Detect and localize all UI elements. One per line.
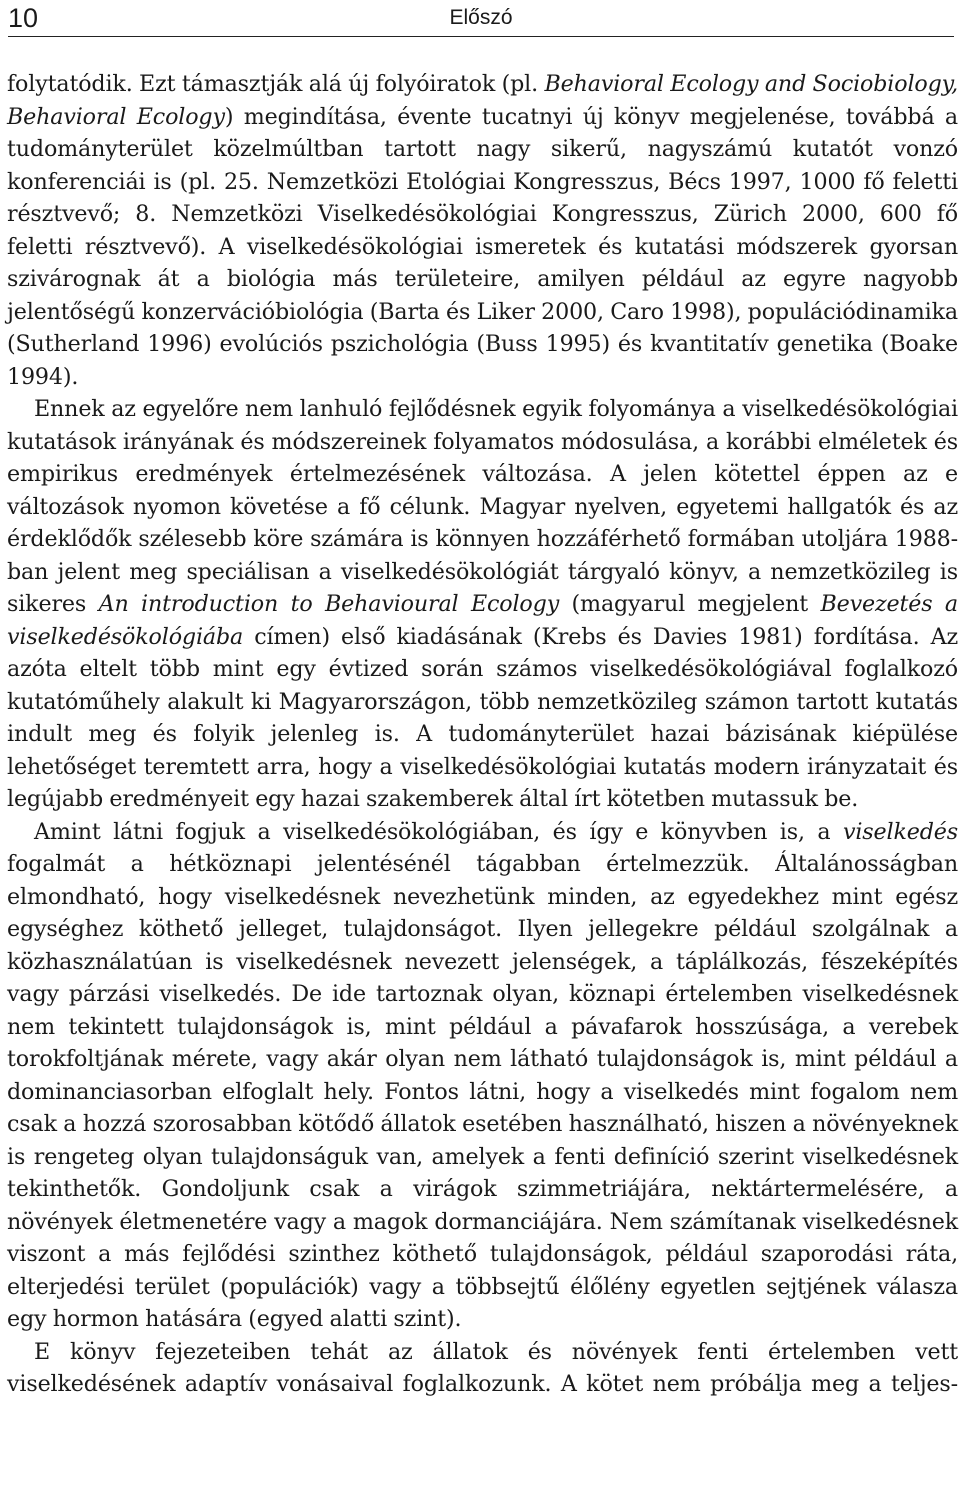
text-run: Amint látni fogjuk a viselkedésökológiában, és így e könyvben is, a: [34, 818, 843, 845]
text-run: címen) első kiadásának (Krebs és Davies 1981) fordítása. Az azóta eltelt több mint egy évtized során számos viselkedésökológiával foglalkozó kutatóműhely alakult ki Magyarországon, több nemzetközileg számon tartott kutatás indult meg és folyik jelenleg is. A tudományterület hazai bázisának kiépülése lehetőséget teremtett arra, hogy a viselkedésökológiai kutatás modern irányzatait és legújabb eredményeit egy hazai szakemberek által írt kötetben mutassuk be.: [7, 623, 958, 812]
paragraph: [7, 68, 958, 393]
page-number: 10: [8, 3, 39, 33]
text-run: ) megindítása, évente tucatnyi új könyv megjelenése, továbbá a tudományterület közelmúltban tartott nagy sikerű, nagyszámú kutatót vonzó konferenciái is (pl. 25. Nemzetközi Etológiai Kongresszus, Bécs 1997, 1000 fő feletti résztvevő; 8. Nemzetközi Viselkedésökológiai Kongresszus, Zürich 2000, 600 fő feletti résztvevő). A viselkedésökológiai ismeretek és kutatási módszerek gyorsan szivárognak át a biológia más területeire, amilyen például az egyre nagyobb jelentőségű konzervációbiológia (Barta és Liker 2000, Caro 1998), populációdinamika (Sutherland 1996) evolúciós pszichológia (Buss 1995) és kvantitatív genetika (Boake 1994).: [7, 103, 958, 390]
journal-titles: Behavioral Ecology and Sociobiology, Behavioral Ecology: [7, 71, 959, 130]
book-title-english: An introduction to Behavioural Ecology: [98, 591, 560, 617]
text-run: E könyv fejezeteiben tehát az állatok és növények fenti értelemben vett viselkedésének adaptív vonásaival foglalkozunk. A kötet nem próbálja meg a teljes-: [7, 1338, 958, 1397]
text-run: Ennek az egyelőre nem lanhuló fejlődésnek egyik folyománya a viselkedésökológiai kutatások irányának és módszereinek folyamatos módosulása, a korábbi elméletek és empirikus eredmények értelmezésének változása. A jelen kötettel éppen az e változások nyomon követése a fő célunk. Magyar nyelven, egyetemi hallgatók és az érdeklődők szélesebb köre számára is könnyen hozzáférhető formában utoljára 1988-ban jelent meg speciálisan a viselkedésökológiát tárgyaló könyv, a nemzetközileg is sikeres: [7, 396, 958, 617]
body-text: [7, 68, 958, 1401]
page-header: [8, 0, 954, 37]
running-head: Előszó: [449, 6, 513, 29]
paragraph: [7, 816, 958, 1336]
text-run: folytatódik. Ezt támasztják alá új folyóiratok (pl.: [7, 71, 545, 97]
paragraph: [7, 1336, 958, 1401]
text-run: (magyarul megjelent: [559, 591, 821, 617]
emphasized-term: viselkedés: [842, 818, 958, 845]
book-title-hungarian: Bevezetés a viselkedésökológiába: [7, 591, 959, 650]
paragraph: [7, 393, 958, 816]
text-run: fogalmát a hétköznapi jelentésénél tágabban értelmezzük. Általánosságban elmondható, hogy viselkedésnek nevezhetünk minden, az egyedekhez mint egész egységhez köthető jelleget, tulajdonságot. Ilyen jellegekre például szolgálnak a közhasználatúan is viselkedésnek nevezett jelenségek, a táplálkozás, fészeképítés vagy párzási viselkedés. De ide tartoznak olyan, köznapi értelemben viselkedésnek nem tekintett tulajdonságok is, mint például a pávafarok hosszúsága, a verebek torokfoltjának mérete, vagy akár olyan nem látható tulajdonságok is, mint például a dominanciasorban elfoglalt hely. Fontos látni, hogy a viselkedés mint fogalom nem csak a hozzá szorosabban kötődő állatok esetében használható, hiszen a növényeknek is rengeteg olyan tulajdonságuk van, amelyek a fenti definíció szerint viselkedésnek tekinthetők. Gondoljunk csak a virágok szimmetriájára, nektártermelésére, a növények életmenetére vagy a magok dormanciájára. Nem számítanak viselkedésnek viszont a más fejlődési szinthez köthető tulajdonságok, például szaporodási ráta, elterjedési terület (populációk) vagy a többsejtű élőlény egyetlen sejtjének válasza egy hormon hatására (egyed alatti szint).: [7, 851, 958, 1332]
